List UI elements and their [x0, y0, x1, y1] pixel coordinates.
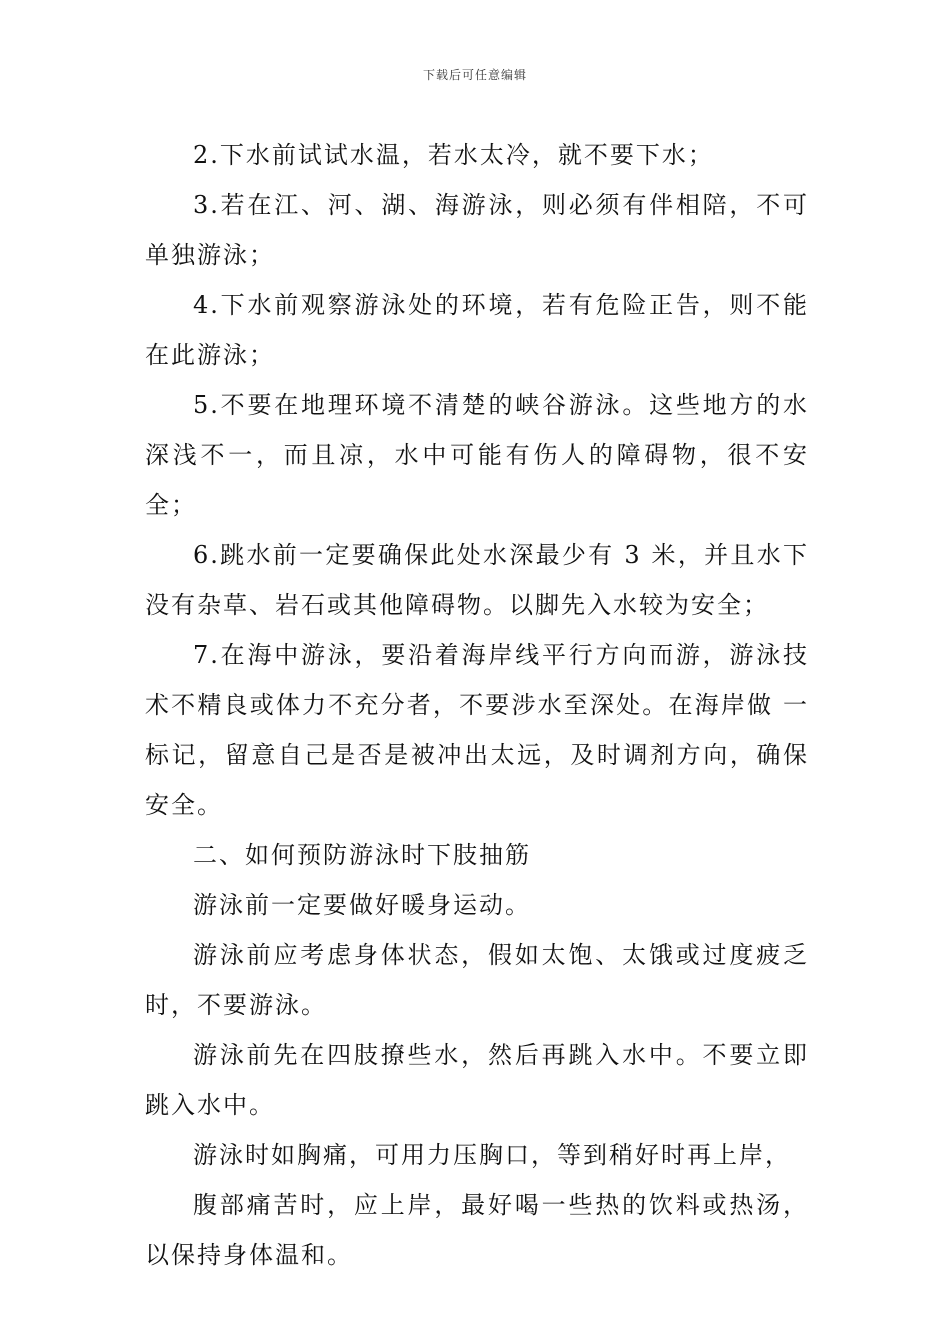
paragraph-abdominal-pain: 腹部痛苦时，应上岸，最好喝一些热的饮料或热汤，以保持身体温和。 — [145, 1191, 809, 1269]
paragraph-rule-7: 7.在海中游泳，要沿着海岸线平行方向而游，游泳技术不精良或体力不充分者，不要涉水至深处。在海岸做 一标记，留意自己是否是被冲出太远，及时调剂方向，确保安全。 — [145, 641, 809, 819]
paragraph-chest-pain: 游泳时如胸痛，可用力压胸口，等到稍好时再上岸， — [193, 1141, 791, 1169]
paragraph-rule-4: 4.下水前观察游泳处的环境，若有危险正告，则不能在此游泳； — [145, 291, 809, 369]
paragraph-rule-3: 3.若在江、河、湖、海游泳，则必须有伴相陪，不可单独游泳； — [145, 191, 809, 269]
paragraph-splash-water: 游泳前先在四肢撩些水，然后再跳入水中。不要立即跳入水中。 — [145, 1041, 809, 1119]
paragraph-rule-6: 6.跳水前一定要确保此处水深最少有 3 米，并且水下没有杂草、岩石或其他障碍物。以脚先入水较为安全； — [145, 541, 809, 619]
paragraph-rule-2: 2.下水前试试水温，若水太冷，就不要下水； — [193, 141, 714, 169]
page-header: 下载后可任意编辑 — [422, 68, 527, 82]
paragraph-warmup: 游泳前一定要做好暖身运动。 — [193, 891, 531, 919]
document-body — [145, 130, 809, 1280]
section-heading: 二、如何预防游泳时下肢抽筋 — [193, 841, 531, 869]
paragraph-rule-5: 5.不要在地理环境不清楚的峡谷游泳。这些地方的水深浅不一，而且凉，水中可能有伤人的障碍物，很不安全； — [145, 391, 809, 519]
paragraph-body-condition: 游泳前应考虑身体状态，假如太饱、太饿或过度疲乏时，不要游泳。 — [145, 941, 809, 1019]
